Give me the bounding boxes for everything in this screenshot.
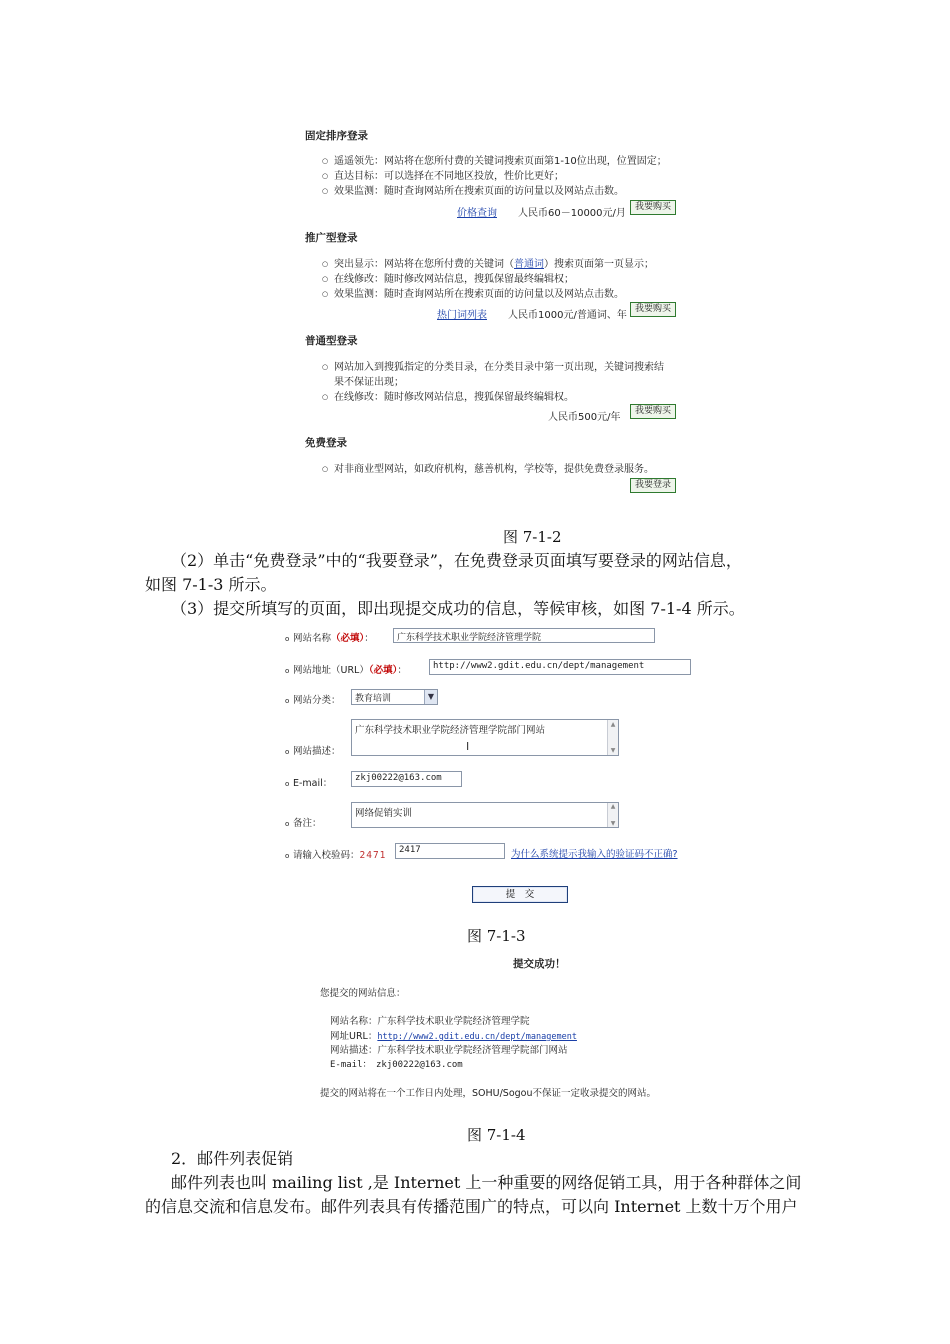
free-bullets <box>322 462 682 477</box>
success-site-url: 网址URL：http://www2.gdit.edu.cn/dept/management <box>330 1031 577 1042</box>
email-label: E-mail： <box>293 778 333 789</box>
price-text: 人民币1000元/普通词、年 <box>508 310 627 321</box>
note-textarea[interactable]: 网络促销实训 ▲ ▼ <box>351 802 619 828</box>
category-label: 网站分类： <box>293 695 341 706</box>
submitted-url-link[interactable]: http://www2.gdit.edu.cn/dept/management <box>377 1032 577 1042</box>
text-cursor-icon: I <box>466 740 470 753</box>
success-site-name: 网站名称：广东科学技术职业学院经济管理学院 <box>330 1016 530 1027</box>
section-heading-mailing-list: 2．邮件列表促销 <box>171 1149 294 1168</box>
buy-button[interactable]: 我要购买 <box>630 404 676 419</box>
success-email: E-mail： zkj00222@163.com <box>330 1060 463 1070</box>
scrollbar[interactable]: ▲ ▼ <box>607 803 618 827</box>
site-url-row: o 网站地址（URL）（必填）： <box>285 665 407 676</box>
buy-button[interactable]: 我要购买 <box>630 200 676 215</box>
paragraph-step-2: （2）单击“免费登录”中的“我要登录”，在免费登录页面填写要登录的网站信息， <box>171 551 742 570</box>
description-textarea[interactable]: 广东科学技术职业学院经济管理学院部门网站 I ▲ ▼ <box>351 719 619 756</box>
hot-words-link[interactable]: 热门词列表 <box>437 310 487 321</box>
scrollbar[interactable]: ▲ ▼ <box>607 720 618 755</box>
paragraph-mailing-list-1: 邮件列表也叫 mailing list ,是 Internet 上一种重要的网络促销工具，用于各种群体之间 <box>171 1173 802 1192</box>
common-word-link[interactable]: 普通词 <box>514 259 544 270</box>
paragraph-step-2-cont: 如图 7-1-3 所示。 <box>145 575 277 594</box>
chevron-down-icon[interactable]: ▼ <box>424 690 437 704</box>
caption-fig-7-1-2: 图 7-1-2 <box>503 528 562 546</box>
note-label: 备注： <box>293 818 322 829</box>
paragraph-step-3: （3）提交所填写的页面，即出现提交成功的信息，等候审核，如图 7-1-4 所示。 <box>171 599 745 618</box>
list-item: ○ 效果监测：随时查询网站所在搜索页面的访问量以及网站点击数。 <box>322 287 682 302</box>
note-row: o 备注： <box>285 818 322 829</box>
list-item: ○ 网站加入到搜狐指定的分类目录，在分类目录中第一页出现，关键词搜索结果不保证出现； <box>322 360 667 390</box>
category-select[interactable]: 教育培训 ▼ <box>351 689 438 705</box>
list-item: ○ 突出显示：网站将在您所付费的关键词（普通词）搜索页面第一页显示； <box>322 257 682 272</box>
list-item: ○ 对非商业型网站，如政府机构，慈善机构，学校等，提供免费登录服务。 <box>322 462 682 477</box>
price-query-link[interactable]: 价格查询 <box>457 208 497 219</box>
site-name-label: 网站名称 <box>293 633 332 644</box>
site-name-input[interactable]: 广东科学技术职业学院经济管理学院 <box>393 628 655 643</box>
fixed-bullets <box>322 154 682 199</box>
caption-fig-7-1-3: 图 7-1-3 <box>467 927 526 945</box>
email-input[interactable]: zkj00222@163.com <box>351 771 462 787</box>
captcha-input[interactable]: 2417 <box>395 843 505 859</box>
captcha-row: o 请输入校验码：2471 <box>285 850 387 861</box>
required-mark: （必填） <box>331 633 365 644</box>
category-row: o 网站分类： <box>285 695 341 706</box>
submit-button[interactable]: 提 交 <box>472 886 568 903</box>
promo-bullets <box>322 257 682 302</box>
email-row: o E-mail： <box>285 778 333 789</box>
description-label: 网站描述： <box>293 746 341 757</box>
success-footer: 提交的网站将在一个工作日内处理，SOHU/Sogou不保证一定收录提交的网站。 <box>320 1088 657 1099</box>
list-item: ○ 在线修改：随时修改网站信息，搜狐保留最终编辑权。 <box>322 390 667 405</box>
section-title-fixed: 固定排序登录 <box>305 130 368 142</box>
fig-7-1-2-screenshot <box>300 126 690 496</box>
list-item: ○ 遥遥领先：网站将在您所付费的关键词搜索页面第1-10位出现，位置固定； <box>322 154 682 169</box>
site-name-row: o 网站名称（必填）： <box>285 633 374 644</box>
section-title-normal: 普通型登录 <box>305 335 358 347</box>
login-button[interactable]: 我要登录 <box>630 478 676 493</box>
captcha-label: 请输入校验码： <box>293 850 360 861</box>
caption-fig-7-1-4: 图 7-1-4 <box>467 1126 526 1144</box>
section-title-promo: 推广型登录 <box>305 232 358 244</box>
section-title-free: 免费登录 <box>305 437 347 449</box>
captcha-help-link[interactable]: 为什么系统提示我输入的验证码不正确? <box>511 849 678 860</box>
description-row: o 网站描述： <box>285 746 341 757</box>
paragraph-mailing-list-2: 的信息交流和信息发布。邮件列表具有传播范围广的特点，可以向 Internet 上数十万个用户 <box>145 1197 798 1216</box>
success-site-desc: 网站描述：广东科学技术职业学院经济管理学院部门网站 <box>330 1045 568 1056</box>
success-intro: 您提交的网站信息： <box>320 988 406 999</box>
success-title: 提交成功！ <box>513 958 566 970</box>
price-text: 人民币60－10000元/月 <box>518 208 626 219</box>
required-mark: （必填） <box>368 665 398 676</box>
site-url-input[interactable]: http://www2.gdit.edu.cn/dept/management <box>429 659 691 675</box>
list-item: ○ 效果监测：随时查询网站所在搜索页面的访问量以及网站点击数。 <box>322 184 682 199</box>
normal-bullets <box>322 360 667 405</box>
site-url-label: 网站地址（URL） <box>293 665 369 676</box>
buy-button[interactable]: 我要购买 <box>630 302 676 317</box>
list-item: ○ 直达目标：可以选择在不同地区投放，性价比更好； <box>322 169 682 184</box>
list-item: ○ 在线修改：随时修改网站信息，搜狐保留最终编辑权； <box>322 272 682 287</box>
captcha-code: 2471 <box>359 850 387 861</box>
price-text: 人民币500元/年 <box>548 412 621 423</box>
